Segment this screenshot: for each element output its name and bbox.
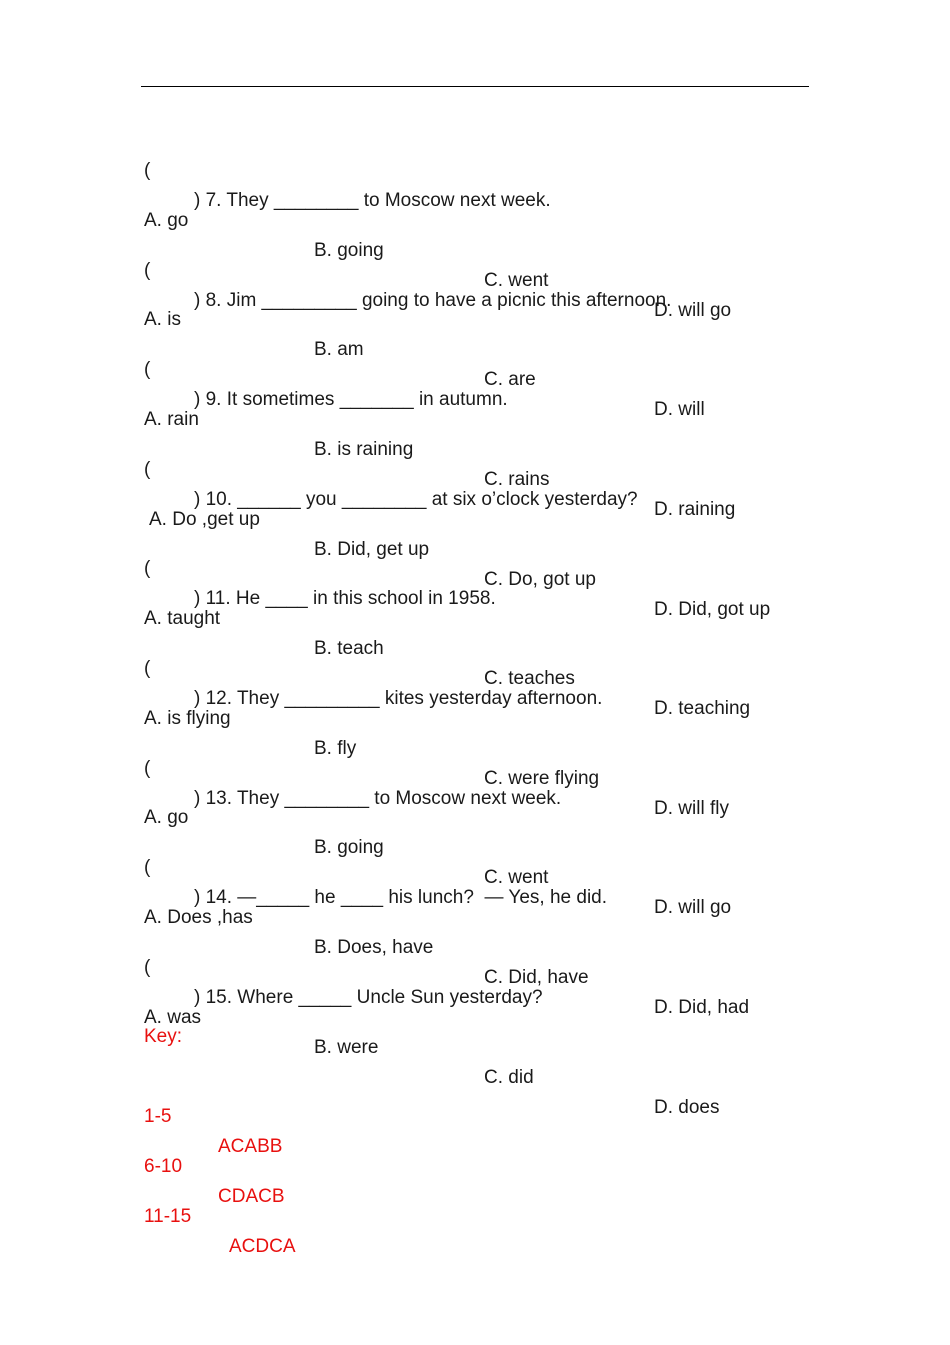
answer-blank-paren: ( — [144, 757, 151, 779]
answer-key-range: 1-5 — [144, 1106, 172, 1128]
option-d: D. teaching — [654, 698, 751, 720]
option-d: D. will fly — [654, 797, 729, 819]
answer-key-answers: ACDCA — [229, 1235, 296, 1257]
option-a: A. go — [144, 209, 189, 231]
option-b: B. going — [314, 837, 384, 859]
option-a: A. taught — [144, 608, 221, 630]
option-d: D. raining — [654, 498, 736, 520]
option-c: C. are — [484, 369, 536, 391]
option-c: C. did — [484, 1066, 534, 1088]
option-c: C. Do, got up — [484, 568, 596, 590]
option-b: B. is raining — [314, 438, 414, 460]
answer-key-answers: ACABB — [218, 1136, 283, 1158]
answer-key-row — [144, 1122, 814, 1207]
answer-blank-paren: ( — [144, 956, 151, 978]
question-text: ) 13. They ________ to Moscow next week. — [194, 787, 562, 809]
answer-key-range: 11-15 — [144, 1205, 192, 1227]
option-a: A. was — [144, 1006, 202, 1028]
option-c: C. rains — [484, 468, 550, 490]
answer-key-answers: CDACB — [218, 1185, 285, 1207]
option-c: C. Did, have — [484, 966, 589, 988]
option-b: B. were — [314, 1036, 379, 1058]
question-7 — [144, 126, 814, 211]
option-d: D. Did, got up — [654, 598, 771, 620]
answer-blank-paren: ( — [144, 359, 151, 381]
question-text: ) 9. It sometimes _______ in autumn. — [194, 389, 508, 411]
option-a: A. go — [144, 807, 189, 829]
answer-blank-paren: ( — [144, 458, 151, 480]
question-text: ) 10. ______ you ________ at six o’clock yesterday? — [194, 488, 638, 510]
option-b: B. am — [314, 339, 364, 361]
worksheet-content — [144, 126, 814, 1257]
option-a: A. is flying — [144, 707, 231, 729]
option-b: B. going — [314, 239, 384, 261]
option-c: C. teaches — [484, 668, 575, 690]
option-d: D. will go — [654, 897, 732, 919]
option-d: D. does — [654, 1096, 720, 1118]
question-text: ) 12. They _________ kites yesterday afternoon. — [194, 687, 603, 709]
answer-blank-paren: ( — [144, 558, 151, 580]
option-a: A. Do ,get up — [149, 508, 260, 530]
answer-blank-paren: ( — [144, 857, 151, 879]
question-text: ) 14. —_____ he ____ his lunch? — Yes, he did. — [194, 887, 608, 909]
option-d: D. will — [654, 399, 705, 421]
option-b: B. Did, get up — [314, 538, 430, 560]
answer-blank-paren: ( — [144, 160, 151, 181]
option-b: B. teach — [314, 638, 384, 660]
option-c: C. went — [484, 269, 549, 291]
answer-key-title: Key: — [144, 1026, 183, 1048]
answer-key-row — [144, 1172, 814, 1257]
answer-key-range: 6-10 — [144, 1155, 183, 1177]
header-rule — [141, 86, 809, 87]
answer-blank-paren: ( — [144, 259, 151, 281]
option-a: A. rain — [144, 408, 199, 430]
option-a: A. Does ,has — [144, 906, 253, 928]
option-c: C. went — [484, 867, 549, 889]
answer-key-row — [144, 1072, 814, 1158]
option-d: D. will go — [654, 299, 732, 321]
option-b: B. Does, have — [314, 936, 434, 958]
option-b: B. fly — [314, 737, 357, 759]
question-text: ) 8. Jim _________ going to have a picnic this afternoon. — [194, 289, 672, 311]
question-text: ) 7. They ________ to Moscow next week. — [194, 190, 551, 211]
question-text: ) 11. He ____ in this school in 1958. — [194, 588, 496, 610]
option-a: A. is — [144, 309, 181, 331]
answer-blank-paren: ( — [144, 657, 151, 679]
question-text: ) 15. Where _____ Uncle Sun yesterday? — [194, 986, 543, 1008]
option-d: D. Did, had — [654, 996, 750, 1018]
option-c: C. were flying — [484, 767, 600, 789]
